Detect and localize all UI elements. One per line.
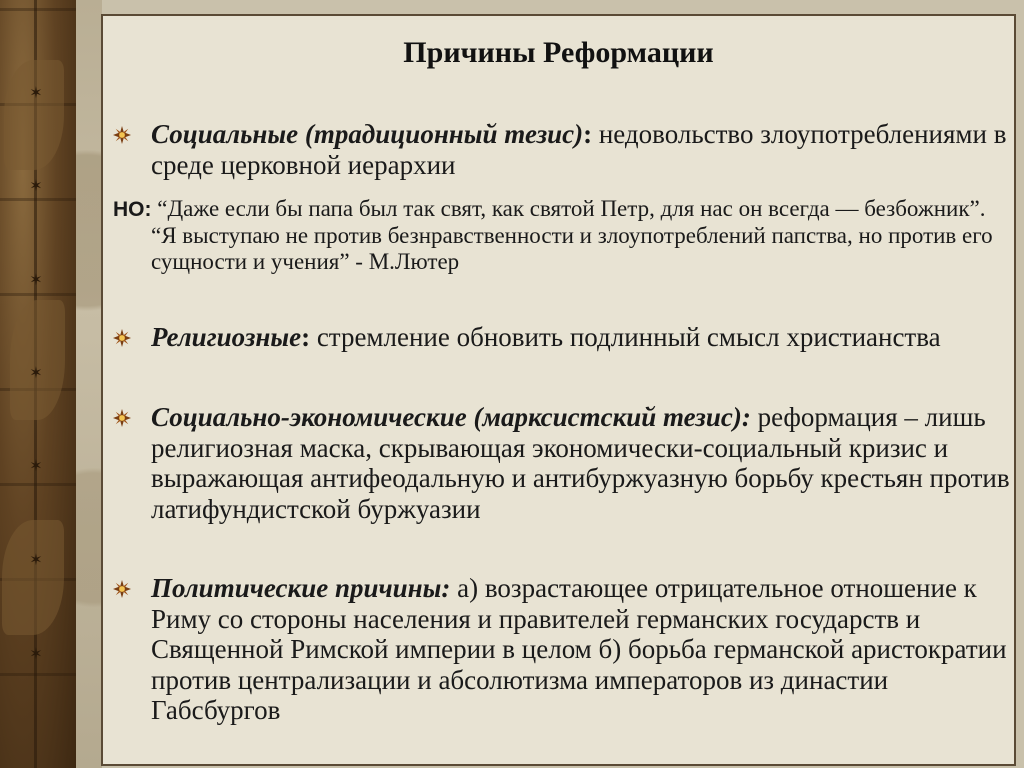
reason-item-social — [151, 119, 1011, 180]
decorative-left-band — [0, 0, 76, 768]
luther-quote — [113, 196, 1013, 275]
star-ornament-icon: ✶ — [29, 646, 43, 663]
reason-item-political — [151, 573, 1011, 726]
quote-text: “Даже если бы папа был так свят, как святой Петр, для нас он всегда — безбожник”. “Я выступаю не против безнравственности и злоупотреблений папства, но против его сущности и учения” - М.Лютер — [151, 196, 993, 274]
reason-item-religious — [151, 322, 1011, 353]
slide-content-panel — [101, 14, 1016, 766]
reason-text: реформация – лишь религиозная маска, скрывающая экономически-социальный кризис и выражающая антифеодальную и антибуржуазную борьбу крестьян против латифундистской буржуазии — [151, 402, 1010, 524]
star-ornament-icon: ✶ — [29, 552, 43, 569]
reason-heading: Политические причины: — [151, 573, 451, 603]
reason-heading: Религиозные — [151, 322, 302, 352]
slide-title: Причины Реформации — [403, 36, 714, 69]
reason-text: а) возрастающее отрицательное отношение к Риму со стороны населения и правителей германских государств и Священной Римской империи в целом б) борьба германской аристократии против централизации и абсолютизма императоров из династии Габсбургов — [151, 573, 1007, 725]
starburst-bullet-icon — [113, 580, 131, 598]
reason-heading: Социально-экономические (марксистский тезис): — [151, 402, 751, 432]
reason-text: стремление обновить подлинный смысл христианства — [310, 322, 941, 352]
starburst-bullet-icon — [113, 409, 131, 427]
star-ornament-icon: ✶ — [29, 272, 43, 289]
star-ornament-icon: ✶ — [29, 365, 43, 382]
decorative-texture-band — [76, 0, 102, 768]
star-ornament-icon: ✶ — [29, 458, 43, 475]
starburst-bullet-icon — [113, 329, 131, 347]
heading-colon: : — [583, 119, 593, 149]
quote-label: НО: — [113, 198, 152, 221]
leaf-pattern — [4, 60, 64, 170]
leaf-pattern — [2, 520, 64, 635]
reason-text: недовольство злоупотреблениями в среде церковной иерархии — [151, 119, 1007, 180]
reason-item-socioeconomic — [151, 402, 1011, 524]
star-ornament-icon: ✶ — [29, 85, 43, 102]
heading-colon: : — [301, 322, 311, 352]
reason-heading: Социальные (традиционный тезис) — [151, 119, 584, 149]
star-ornament-icon: ✶ — [29, 178, 43, 195]
starburst-bullet-icon — [113, 126, 131, 144]
leaf-pattern — [10, 300, 65, 420]
